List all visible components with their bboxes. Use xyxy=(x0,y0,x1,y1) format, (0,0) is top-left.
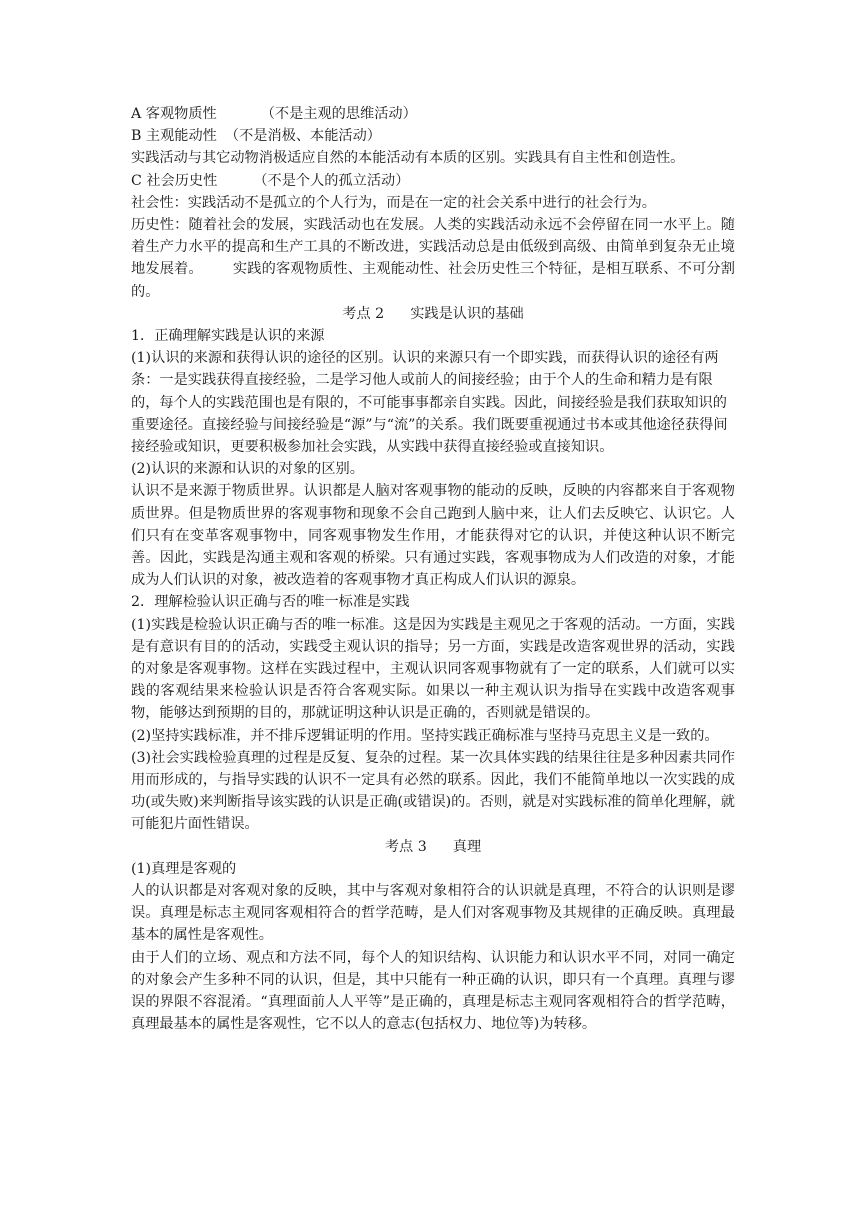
feature-a-line xyxy=(131,103,735,125)
feature-b-note: （不是消极、本能活动） xyxy=(224,128,381,145)
sociality-text: 社会性：实践活动不是孤立的个人行为，而是在一定的社会关系中进行的社会行为。 xyxy=(131,194,656,211)
feature-b-line xyxy=(131,125,735,147)
point2-s2-p3: (3)社会实践检验真理的过程是反复、复杂的过程。某一次具体实践的结果往往是多种因素共同作用而形成的，与指导实践的认识不一定具有必然的联系。因此，我们不能简单地以一次实践的成功(或失败)来判断指导该实践的认识是正确(或错误)的。否则，就是对实践标准的简单化理解，就可能犯片面性错误。 xyxy=(131,749,735,833)
historicity-text: 历史性：随着社会的发展，实践活动也在发展。人类的实践活动永远不会停留在同一水平上。随着生产力水平的提高和生产工具的不断改进，实践活动总是由低级到高级、由简单到复杂无止境地发展着。 xyxy=(131,216,735,278)
point3-title: 真理 xyxy=(452,838,482,855)
point3-p1-title: (1)真理是客观的 xyxy=(131,860,237,877)
feature-c-note: （不是个人的孤立活动） xyxy=(253,172,410,189)
feature-c-line xyxy=(131,170,735,192)
feature-a-note: （不是主观的思维活动） xyxy=(260,106,417,122)
point2-section1-title: 1．正确理解实践是认识的来源 xyxy=(131,327,325,344)
point2-heading xyxy=(131,303,735,325)
point3-p1-text: 人的认识都是对客观对象的反映，其中与客观对象相符合的认识就是真理，不符合的认识则是谬误。真理是标志主观同客观相符合的哲学范畴，是人们对客观事物及其规律的正确反映。真理最基本的属性是客观性。 xyxy=(131,883,735,944)
point2-number: 考点 2 xyxy=(342,305,385,322)
feature-b-label: B 主观能动性 xyxy=(131,128,217,145)
point2-s1-p1-title: (1)认识的来源和获得认识的途径的区别。 xyxy=(131,350,393,367)
point2-section2-title: 2．理解检验认识正确与否的唯一标准是实践 xyxy=(131,594,410,611)
feature-c-label: C 社会历史性 xyxy=(131,172,218,189)
point3-p2-text: 由于人们的立场、观点和方法不同，每个人的知识结构、认识能力和认识水平不同，对同一确定的对象会产生多种不同的认识，但是，其中只能有一种正确的认识，即只有一个真理。真理与谬误的界限不容混淆。“真理面前人人平等”是正确的，真理是标志主观同客观相符合的哲学范畴，真理最基本的属性是客观性，它不以人的意志(包括权力、地位等)为转移。 xyxy=(131,949,735,1033)
point3-heading xyxy=(131,836,735,858)
feature-b-text: 实践活动与其它动物消极适应自然的本能活动有本质的区别。实践具有自主性和创造性。 xyxy=(131,150,685,167)
point2-title: 实践是认识的基础 xyxy=(410,305,524,322)
point2-s2-p2: (2)坚持实践标准，并不排斥逻辑证明的作用。坚持实践正确标准与坚持马克思主义是一致的。 xyxy=(131,727,719,744)
point2-s2-p1: (1)实践是检验认识正确与否的唯一标准。这是因为实践是主观见之于客观的活动。一方面，实践是有意识有目的的活动，实践受主观认识的指导；另一方面，实践是改造客观世界的活动，实践的对象是客观事物。这样在实践过程中，主观认识同客观事物就有了一定的联系，人们就可以实践的客观结果来检验认识是否符合客观实际。如果以一种主观认识为指导在实践中改造客观事物，能够达到预期的目的，那就证明这种认识是正确的，否则就是错误的。 xyxy=(131,616,735,722)
feature-a-label: A 客观物质性 xyxy=(131,106,217,122)
features-summary-text: 实践的客观物质性、主观能动性、社会历史性三个特征，是相互联系、不可分割的。 xyxy=(131,261,735,300)
point2-s1-p2-text: 认识不是来源于物质世界。认识都是人脑对客观事物的能动的反映，反映的内容都来自于客观物质世界。但是物质世界的客观事物和现象不会自己跑到人脑中来，让人们去反映它、认识它。人们只有在变革客观事物中，同客观事物发生作用，才能获得对它的认识，并使这种认识不断完善。因此，实践是沟通主观和客观的桥梁。只有通过实践，客观事物成为人们改造的对象，才能成为人们认识的对象，被改造着的客观事物才真正构成人们认识的源泉。 xyxy=(131,483,735,589)
point2-s1-p1-text: 认识的来源只有一个即实践，而获得认识的途径有两条：一是实践获得直接经验，二是学习他人或前人的间接经验；由于个人的生命和精力是有限的，每个人的实践范围也是有限的，不可能事事都亲自实践。因此，间接经验是我们获取知识的重要途径。直接经验与间接经验是“源”与“流”的关系。我们既要重视通过书本或其他途径获得间接经验或知识，更要积极参加社会实践，从实践中获得直接经验或直接知识。 xyxy=(131,350,728,455)
point3-number: 考点 3 xyxy=(384,838,427,855)
document-page xyxy=(131,103,735,1035)
point2-s1-p2-title: (2)认识的来源和认识的对象的区别。 xyxy=(131,461,364,478)
historicity-block xyxy=(131,214,735,303)
